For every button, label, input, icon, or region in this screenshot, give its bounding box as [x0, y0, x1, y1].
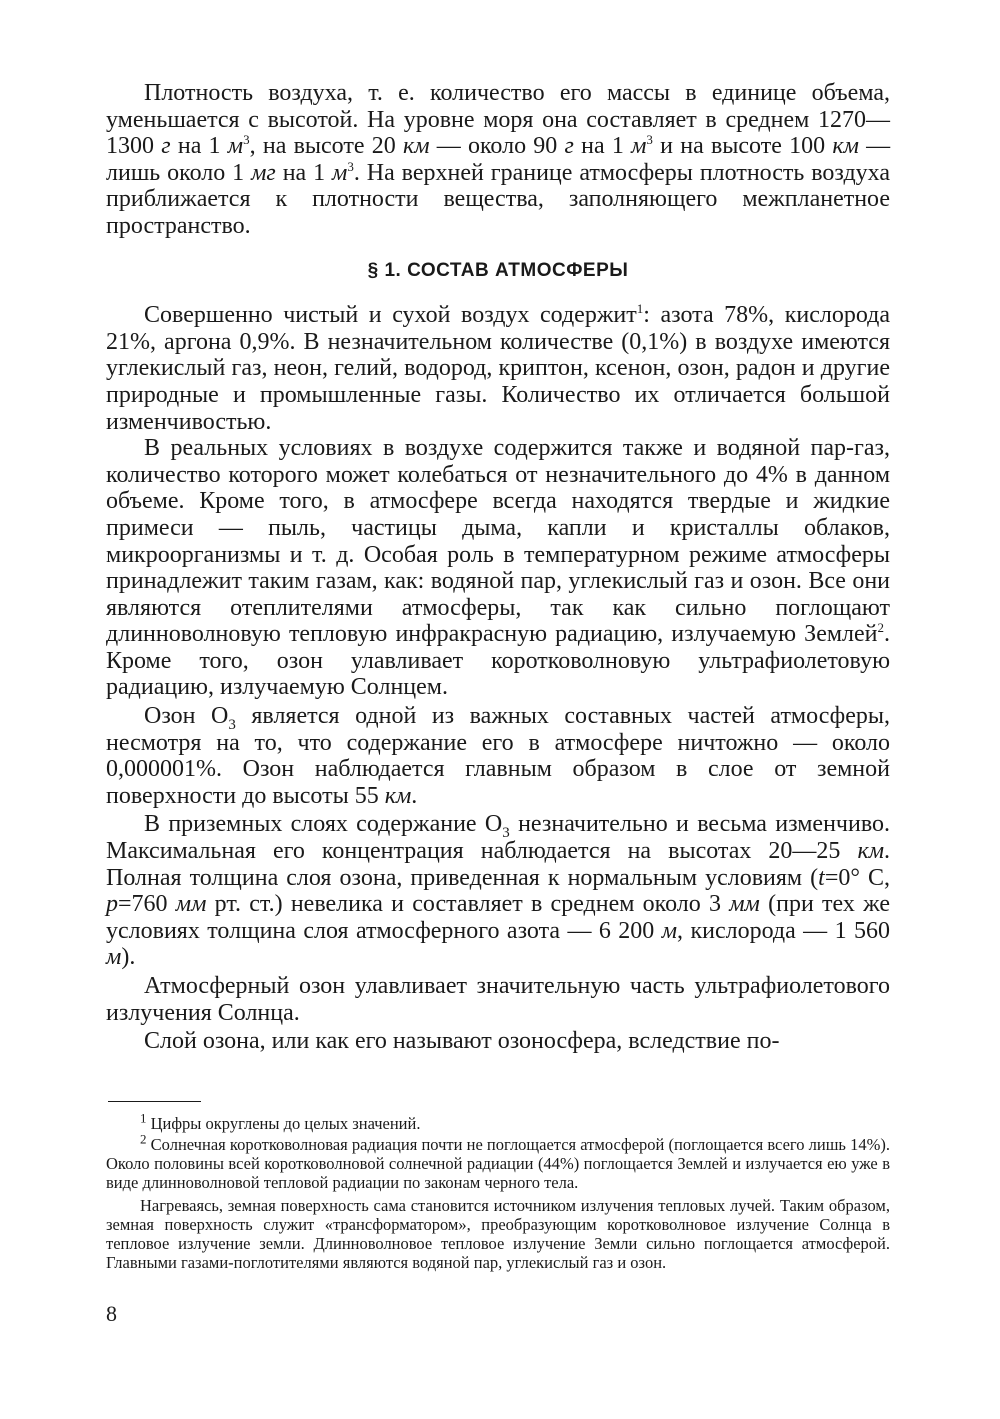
paragraph-ozonosphere: Слой озона, или как его называют озоносфера, вследствие по-: [144, 1028, 780, 1055]
paragraph-composition: Совершенно чистый и сухой воздух содержит$^1$: азота 78%, кислорода 21%, аргона 0,9%. В незначительном количестве (0,1%) в воздухе имеются углекислый газ, неон, гелий, водород, криптон, ксенон, озон, радон и другие природные и промышленные газы. Количество их отличается большой изменчивостью.: [106, 301, 891, 435]
footnote-ref-2: 2: [877, 620, 884, 636]
footnote-2: $^2$ Солнечная коротковолновая радиация почти не поглощается атмосферой (поглощается всего лишь 14%). Около половины всей коротковолновой солнечной радиации (44%) поглощается Землей и излучается ею уже в виде длинноволновой тепловой радиации по законам черного тела.: [106, 1131, 890, 1192]
footnote-2-continuation: Нагреваясь, земная поверхность сама становится источником излучения тепловых лучей. Таким образом, земная поверхность служит «трансформатором», преобразующим коротковолновое излучение Солнца в тепловое излучение земли. Длинноволновое тепловое излучение Земли сильно поглощается атмосферой. Главными газами-поглотителями являются водяной пар, углекислый газ и озон.: [106, 1195, 890, 1272]
footnote-divider: [108, 1101, 201, 1102]
page-number: 8: [106, 1301, 117, 1326]
page-body: [106, 80, 890, 1272]
section-heading: § 1. СОСТАВ АТМОСФЕРЫ: [367, 259, 629, 281]
paragraph-atmospheric-ozone: Атмосферный озон улавливает значительную часть ультрафиолетового излучения Солнца.: [106, 973, 890, 1026]
paragraph-surface-layers: В приземных слоях содержание $O_3$ незначительно и весьма изменчиво. Максимальная его концентрация наблюдается на высотах 20—25 км. Полная толщина слоя озона, приведенная к нормальным условиям (t=0° C, p=760 мм рт. ст.) невелика и составляет в среднем около 3 мм (при тех же условиях толщина слоя атмосферного азота — 6 200 м, кислорода — 1 560 м).: [106, 811, 891, 971]
paragraph-density: Плотность воздуха, т. е. количество его массы в единице объема, уменьшается с высотой. На уровне моря она составляет в среднем 1270—1300 г на 1 $м^3$, на высоте 20 км — около 90 г на 1 $м^3$ и на высоте 100 км — лишь около 1 мг на 1 $м^3$. На верхней границе атмосферы плотность воздуха приближается к плотности вещества, заполняющего межпланетное пространство.: [106, 80, 891, 239]
footnote-ref-1: 1: [636, 301, 644, 317]
paragraph-water-vapor: В реальных условиях в воздухе содержится также и водяной пар-газ, количество которого может колебаться от незначительного до 4% в данном объеме. Кроме того, в атмосфере всегда находятся твердые и жидкие примеси — пыль, частицы дыма, капли и кристаллы облаков, микроорганизмы и т. д. Особая роль в температурном режиме атмосферы принадлежит таким газам, как: водяной пар, углекислый газ и озон. Все они являются отеплителями атмосферы, так как сильно поглощают длинноволновую тепловую инфракрасную радиацию, излучаемую Землей$^2$. Кроме того, озон улавливает коротковолновую ультрафиолетовую радиацию, излучаемую Солнцем.: [106, 435, 890, 701]
paragraph-ozone: Озон $O_3$ является одной из важных составных частей атмосферы, несмотря на то, что содержание его в атмосфере ничтожно — около 0,000001%. Озон наблюдается главным образом в слое от земной поверхности до высоты 55 км.: [106, 703, 890, 809]
footnote-1: $^1$ Цифры округлены до целых значений.: [140, 1110, 421, 1133]
